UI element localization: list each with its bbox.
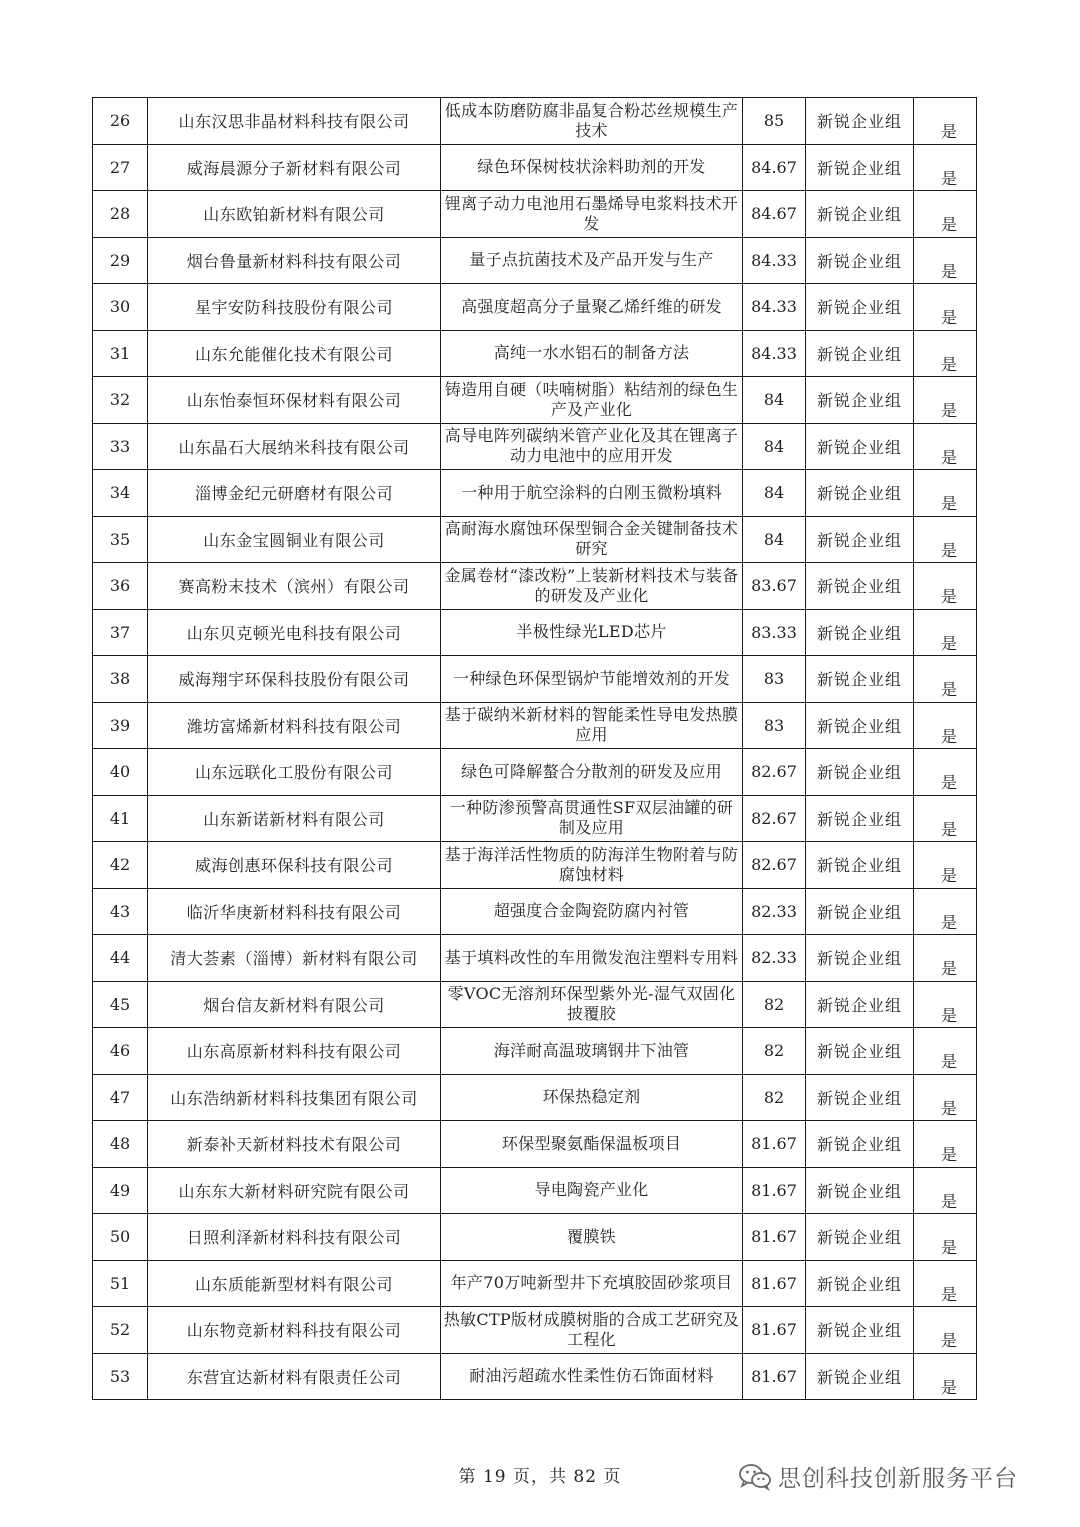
project-name-cell: 一种用于航空涂料的白刚玉微粉填料 [441,470,743,517]
group-name-cell: 新锐企业组 [806,330,914,377]
company-name-cell: 山东汉思非晶材料科技有限公司 [148,98,441,145]
score-cell: 84 [743,423,806,470]
table-row [93,470,977,517]
table-row [93,1167,977,1214]
row-number-cell: 41 [93,795,148,842]
project-name-cell: 导电陶瓷产业化 [441,1167,743,1214]
selected-flag: 是 [940,494,957,514]
table-row [93,1307,977,1354]
project-name-cell: 量子点抗菌技术及产品开发与生产 [441,237,743,284]
selected-flag: 是 [940,215,957,235]
selected-flag: 是 [940,819,957,839]
score-cell: 82.67 [743,842,806,889]
table-body [93,98,977,1400]
score-cell: 82.33 [743,888,806,935]
row-number-cell: 37 [93,609,148,656]
selected-flag-cell [914,1028,977,1075]
group-name-cell: 新锐企业组 [806,1214,914,1261]
score-cell: 83.67 [743,563,806,610]
score-cell: 84 [743,516,806,563]
table-row [93,656,977,703]
table-row [93,98,977,145]
score-cell: 82.67 [743,749,806,796]
project-name-cell: 基于填料改性的车用微发泡注塑料专用料 [441,935,743,982]
selected-flag: 是 [940,726,957,746]
row-number-cell: 40 [93,749,148,796]
score-cell: 84.67 [743,191,806,238]
project-name-cell: 环保热稳定剂 [441,1074,743,1121]
company-name-cell: 山东允能催化技术有限公司 [148,330,441,377]
company-name-cell: 山东物竞新材料科技有限公司 [148,1307,441,1354]
company-name-cell: 烟台信友新材料有限公司 [148,981,441,1028]
selected-flag-cell [914,1353,977,1400]
score-cell: 82 [743,1028,806,1075]
selected-flag-cell [914,842,977,889]
project-name-cell: 金属卷材“漆改粉”上装新材料技术与装备的研发及产业化 [441,563,743,610]
selected-flag: 是 [940,354,957,374]
company-name-cell: 日照利泽新材料科技有限公司 [148,1214,441,1261]
selected-flag: 是 [940,680,957,700]
row-number-cell: 38 [93,656,148,703]
row-number-cell: 42 [93,842,148,889]
score-cell: 82.67 [743,795,806,842]
company-name-cell: 烟台鲁量新材料科技有限公司 [148,237,441,284]
group-name-cell: 新锐企业组 [806,98,914,145]
group-name-cell: 新锐企业组 [806,377,914,424]
project-name-cell: 锂离子动力电池用石墨烯导电浆料技术开发 [441,191,743,238]
project-name-cell: 海洋耐高温玻璃钢井下油管 [441,1028,743,1075]
selected-flag-cell [914,516,977,563]
selected-flag: 是 [940,401,957,421]
group-name-cell: 新锐企业组 [806,795,914,842]
project-name-cell: 一种绿色环保型锅炉节能增效剂的开发 [441,656,743,703]
selected-flag: 是 [940,447,957,467]
table-row [93,516,977,563]
group-name-cell: 新锐企业组 [806,1167,914,1214]
table-row [93,888,977,935]
selected-flag-cell [914,423,977,470]
selected-flag: 是 [940,168,957,188]
group-name-cell: 新锐企业组 [806,1307,914,1354]
company-name-cell: 清大荟素（淄博）新材料有限公司 [148,935,441,982]
table-row [93,935,977,982]
selected-flag: 是 [940,1331,957,1351]
selected-flag: 是 [940,1377,957,1397]
company-name-cell: 星宇安防科技股份有限公司 [148,284,441,331]
row-number-cell: 52 [93,1307,148,1354]
row-number-cell: 43 [93,888,148,935]
selected-flag-cell [914,1307,977,1354]
project-name-cell: 超强度合金陶瓷防腐内衬管 [441,888,743,935]
company-name-cell: 新泰补天新材料技术有限公司 [148,1121,441,1168]
table-row [93,191,977,238]
score-cell: 84.33 [743,284,806,331]
company-name-cell: 威海晨源分子新材料有限公司 [148,144,441,191]
table-row [93,1028,977,1075]
row-number-cell: 31 [93,330,148,377]
group-name-cell: 新锐企业组 [806,1121,914,1168]
selected-flag-cell [914,749,977,796]
watermark [738,1460,1018,1493]
score-cell: 84.33 [743,330,806,377]
selected-flag-cell [914,1074,977,1121]
selected-flag: 是 [940,540,957,560]
selected-flag-cell [914,144,977,191]
selected-flag-cell [914,702,977,749]
selected-flag: 是 [940,1284,957,1304]
wechat-icon [738,1463,772,1491]
group-name-cell: 新锐企业组 [806,144,914,191]
group-name-cell: 新锐企业组 [806,1353,914,1400]
company-name-cell: 山东金宝圆铜业有限公司 [148,516,441,563]
project-name-cell: 绿色可降解螯合分散剂的研发及应用 [441,749,743,796]
score-cell: 82 [743,981,806,1028]
project-name-cell: 基于海洋活性物质的防海洋生物附着与防腐蚀材料 [441,842,743,889]
group-name-cell: 新锐企业组 [806,516,914,563]
row-number-cell: 50 [93,1214,148,1261]
table-row [93,749,977,796]
table-row [93,609,977,656]
row-number-cell: 46 [93,1028,148,1075]
selected-flag-cell [914,330,977,377]
row-number-cell: 35 [93,516,148,563]
project-name-cell: 半极性绿光LED芯片 [441,609,743,656]
project-name-cell: 耐油污超疏水性柔性仿石饰面材料 [441,1353,743,1400]
selected-flag: 是 [940,1005,957,1025]
row-number-cell: 28 [93,191,148,238]
group-name-cell: 新锐企业组 [806,191,914,238]
company-name-cell: 山东质能新型材料有限公司 [148,1260,441,1307]
selected-flag-cell [914,563,977,610]
project-name-cell: 高纯一水水铝石的制备方法 [441,330,743,377]
row-number-cell: 44 [93,935,148,982]
selected-flag-cell [914,795,977,842]
score-cell: 81.67 [743,1307,806,1354]
selected-flag-cell [914,981,977,1028]
group-name-cell: 新锐企业组 [806,702,914,749]
company-name-cell: 山东新诺新材料有限公司 [148,795,441,842]
table-row [93,795,977,842]
company-name-cell: 潍坊富烯新材料科技有限公司 [148,702,441,749]
score-cell: 83 [743,656,806,703]
table-row [93,1353,977,1400]
row-number-cell: 29 [93,237,148,284]
table-row [93,563,977,610]
row-number-cell: 39 [93,702,148,749]
group-name-cell: 新锐企业组 [806,981,914,1028]
row-number-cell: 30 [93,284,148,331]
watermark-text: 思创科技创新服务平台 [778,1466,1018,1492]
selected-flag: 是 [940,122,957,142]
row-number-cell: 33 [93,423,148,470]
company-name-cell: 山东怡泰恒环保材料有限公司 [148,377,441,424]
selected-flag-cell [914,656,977,703]
selected-flag-cell [914,1260,977,1307]
selected-flag: 是 [940,587,957,607]
score-cell: 82.33 [743,935,806,982]
score-cell: 83 [743,702,806,749]
company-name-cell: 山东贝克顿光电科技有限公司 [148,609,441,656]
selected-flag: 是 [940,1145,957,1165]
results-table [92,97,977,1400]
selected-flag: 是 [940,1191,957,1211]
table-row [93,702,977,749]
table-row [93,237,977,284]
table-row [93,284,977,331]
score-cell: 81.67 [743,1260,806,1307]
row-number-cell: 47 [93,1074,148,1121]
row-number-cell: 53 [93,1353,148,1400]
group-name-cell: 新锐企业组 [806,563,914,610]
score-cell: 81.67 [743,1121,806,1168]
company-name-cell: 山东浩纳新材料科技集团有限公司 [148,1074,441,1121]
company-name-cell: 威海创惠环保科技有限公司 [148,842,441,889]
group-name-cell: 新锐企业组 [806,284,914,331]
row-number-cell: 45 [93,981,148,1028]
company-name-cell: 山东欧铂新材料有限公司 [148,191,441,238]
company-name-cell: 山东远联化工股份有限公司 [148,749,441,796]
project-name-cell: 零VOC无溶剂环保型紫外光-湿气双固化披覆胶 [441,981,743,1028]
project-name-cell: 高耐海水腐蚀环保型铜合金关键制备技术研究 [441,516,743,563]
project-name-cell: 低成本防磨防腐非晶复合粉芯丝规模生产技术 [441,98,743,145]
score-cell: 85 [743,98,806,145]
selected-flag-cell [914,935,977,982]
row-number-cell: 34 [93,470,148,517]
selected-flag: 是 [940,1238,957,1258]
table-row [93,423,977,470]
row-number-cell: 32 [93,377,148,424]
score-cell: 84.67 [743,144,806,191]
row-number-cell: 27 [93,144,148,191]
score-cell: 81.67 [743,1214,806,1261]
selected-flag-cell [914,377,977,424]
group-name-cell: 新锐企业组 [806,470,914,517]
selected-flag-cell [914,98,977,145]
selected-flag: 是 [940,773,957,793]
selected-flag: 是 [940,912,957,932]
company-name-cell: 山东东大新材料研究院有限公司 [148,1167,441,1214]
project-name-cell: 绿色环保树枝状涂料助剂的开发 [441,144,743,191]
table-row [93,981,977,1028]
group-name-cell: 新锐企业组 [806,1260,914,1307]
row-number-cell: 26 [93,98,148,145]
score-cell: 82 [743,1074,806,1121]
company-name-cell: 赛高粉末技术（滨州）有限公司 [148,563,441,610]
score-cell: 83.33 [743,609,806,656]
score-cell: 81.67 [743,1167,806,1214]
selected-flag-cell [914,1121,977,1168]
company-name-cell: 山东晶石大展纳米科技有限公司 [148,423,441,470]
project-name-cell: 覆膜铁 [441,1214,743,1261]
company-name-cell: 东营宜达新材料有限责任公司 [148,1353,441,1400]
selected-flag-cell [914,1214,977,1261]
project-name-cell: 铸造用自硬（呋喃树脂）粘结剂的绿色生产及产业化 [441,377,743,424]
company-name-cell: 山东高原新材料科技有限公司 [148,1028,441,1075]
company-name-cell: 威海翔宇环保科技股份有限公司 [148,656,441,703]
group-name-cell: 新锐企业组 [806,1028,914,1075]
table-row [93,144,977,191]
table-row [93,377,977,424]
selected-flag-cell [914,470,977,517]
score-cell: 84 [743,377,806,424]
selected-flag-cell [914,284,977,331]
score-cell: 84 [743,470,806,517]
row-number-cell: 49 [93,1167,148,1214]
group-name-cell: 新锐企业组 [806,749,914,796]
selected-flag: 是 [940,959,957,979]
selected-flag: 是 [940,1052,957,1072]
selected-flag-cell [914,191,977,238]
company-name-cell: 淄博金纪元研磨材有限公司 [148,470,441,517]
selected-flag: 是 [940,866,957,886]
selected-flag-cell [914,237,977,284]
project-name-cell: 一种防渗预警高贯通性SF双层油罐的研制及应用 [441,795,743,842]
score-cell: 81.67 [743,1353,806,1400]
selected-flag-cell [914,609,977,656]
row-number-cell: 36 [93,563,148,610]
selected-flag: 是 [940,308,957,328]
table-row [93,1074,977,1121]
project-name-cell: 环保型聚氨酯保温板项目 [441,1121,743,1168]
group-name-cell: 新锐企业组 [806,888,914,935]
selected-flag: 是 [940,633,957,653]
group-name-cell: 新锐企业组 [806,935,914,982]
company-name-cell: 临沂华庚新材料科技有限公司 [148,888,441,935]
project-name-cell: 年产70万吨新型井下充填胶固砂浆项目 [441,1260,743,1307]
table-row [93,1214,977,1261]
table-row [93,1260,977,1307]
row-number-cell: 48 [93,1121,148,1168]
page-number: 第 19 页，共 82 页 [458,1467,622,1487]
selected-flag: 是 [940,261,957,281]
group-name-cell: 新锐企业组 [806,656,914,703]
selected-flag-cell [914,888,977,935]
group-name-cell: 新锐企业组 [806,609,914,656]
project-name-cell: 高导电阵列碳纳米管产业化及其在锂离子动力电池中的应用开发 [441,423,743,470]
group-name-cell: 新锐企业组 [806,842,914,889]
project-name-cell: 高强度超高分子量聚乙烯纤维的研发 [441,284,743,331]
selected-flag: 是 [940,1098,957,1118]
score-cell: 84.33 [743,237,806,284]
project-name-cell: 热敏CTP版材成膜树脂的合成工艺研究及工程化 [441,1307,743,1354]
selected-flag-cell [914,1167,977,1214]
group-name-cell: 新锐企业组 [806,423,914,470]
group-name-cell: 新锐企业组 [806,1074,914,1121]
group-name-cell: 新锐企业组 [806,237,914,284]
table-row [93,842,977,889]
table-row [93,1121,977,1168]
table-row [93,330,977,377]
row-number-cell: 51 [93,1260,148,1307]
project-name-cell: 基于碳纳米新材料的智能柔性导电发热膜应用 [441,702,743,749]
